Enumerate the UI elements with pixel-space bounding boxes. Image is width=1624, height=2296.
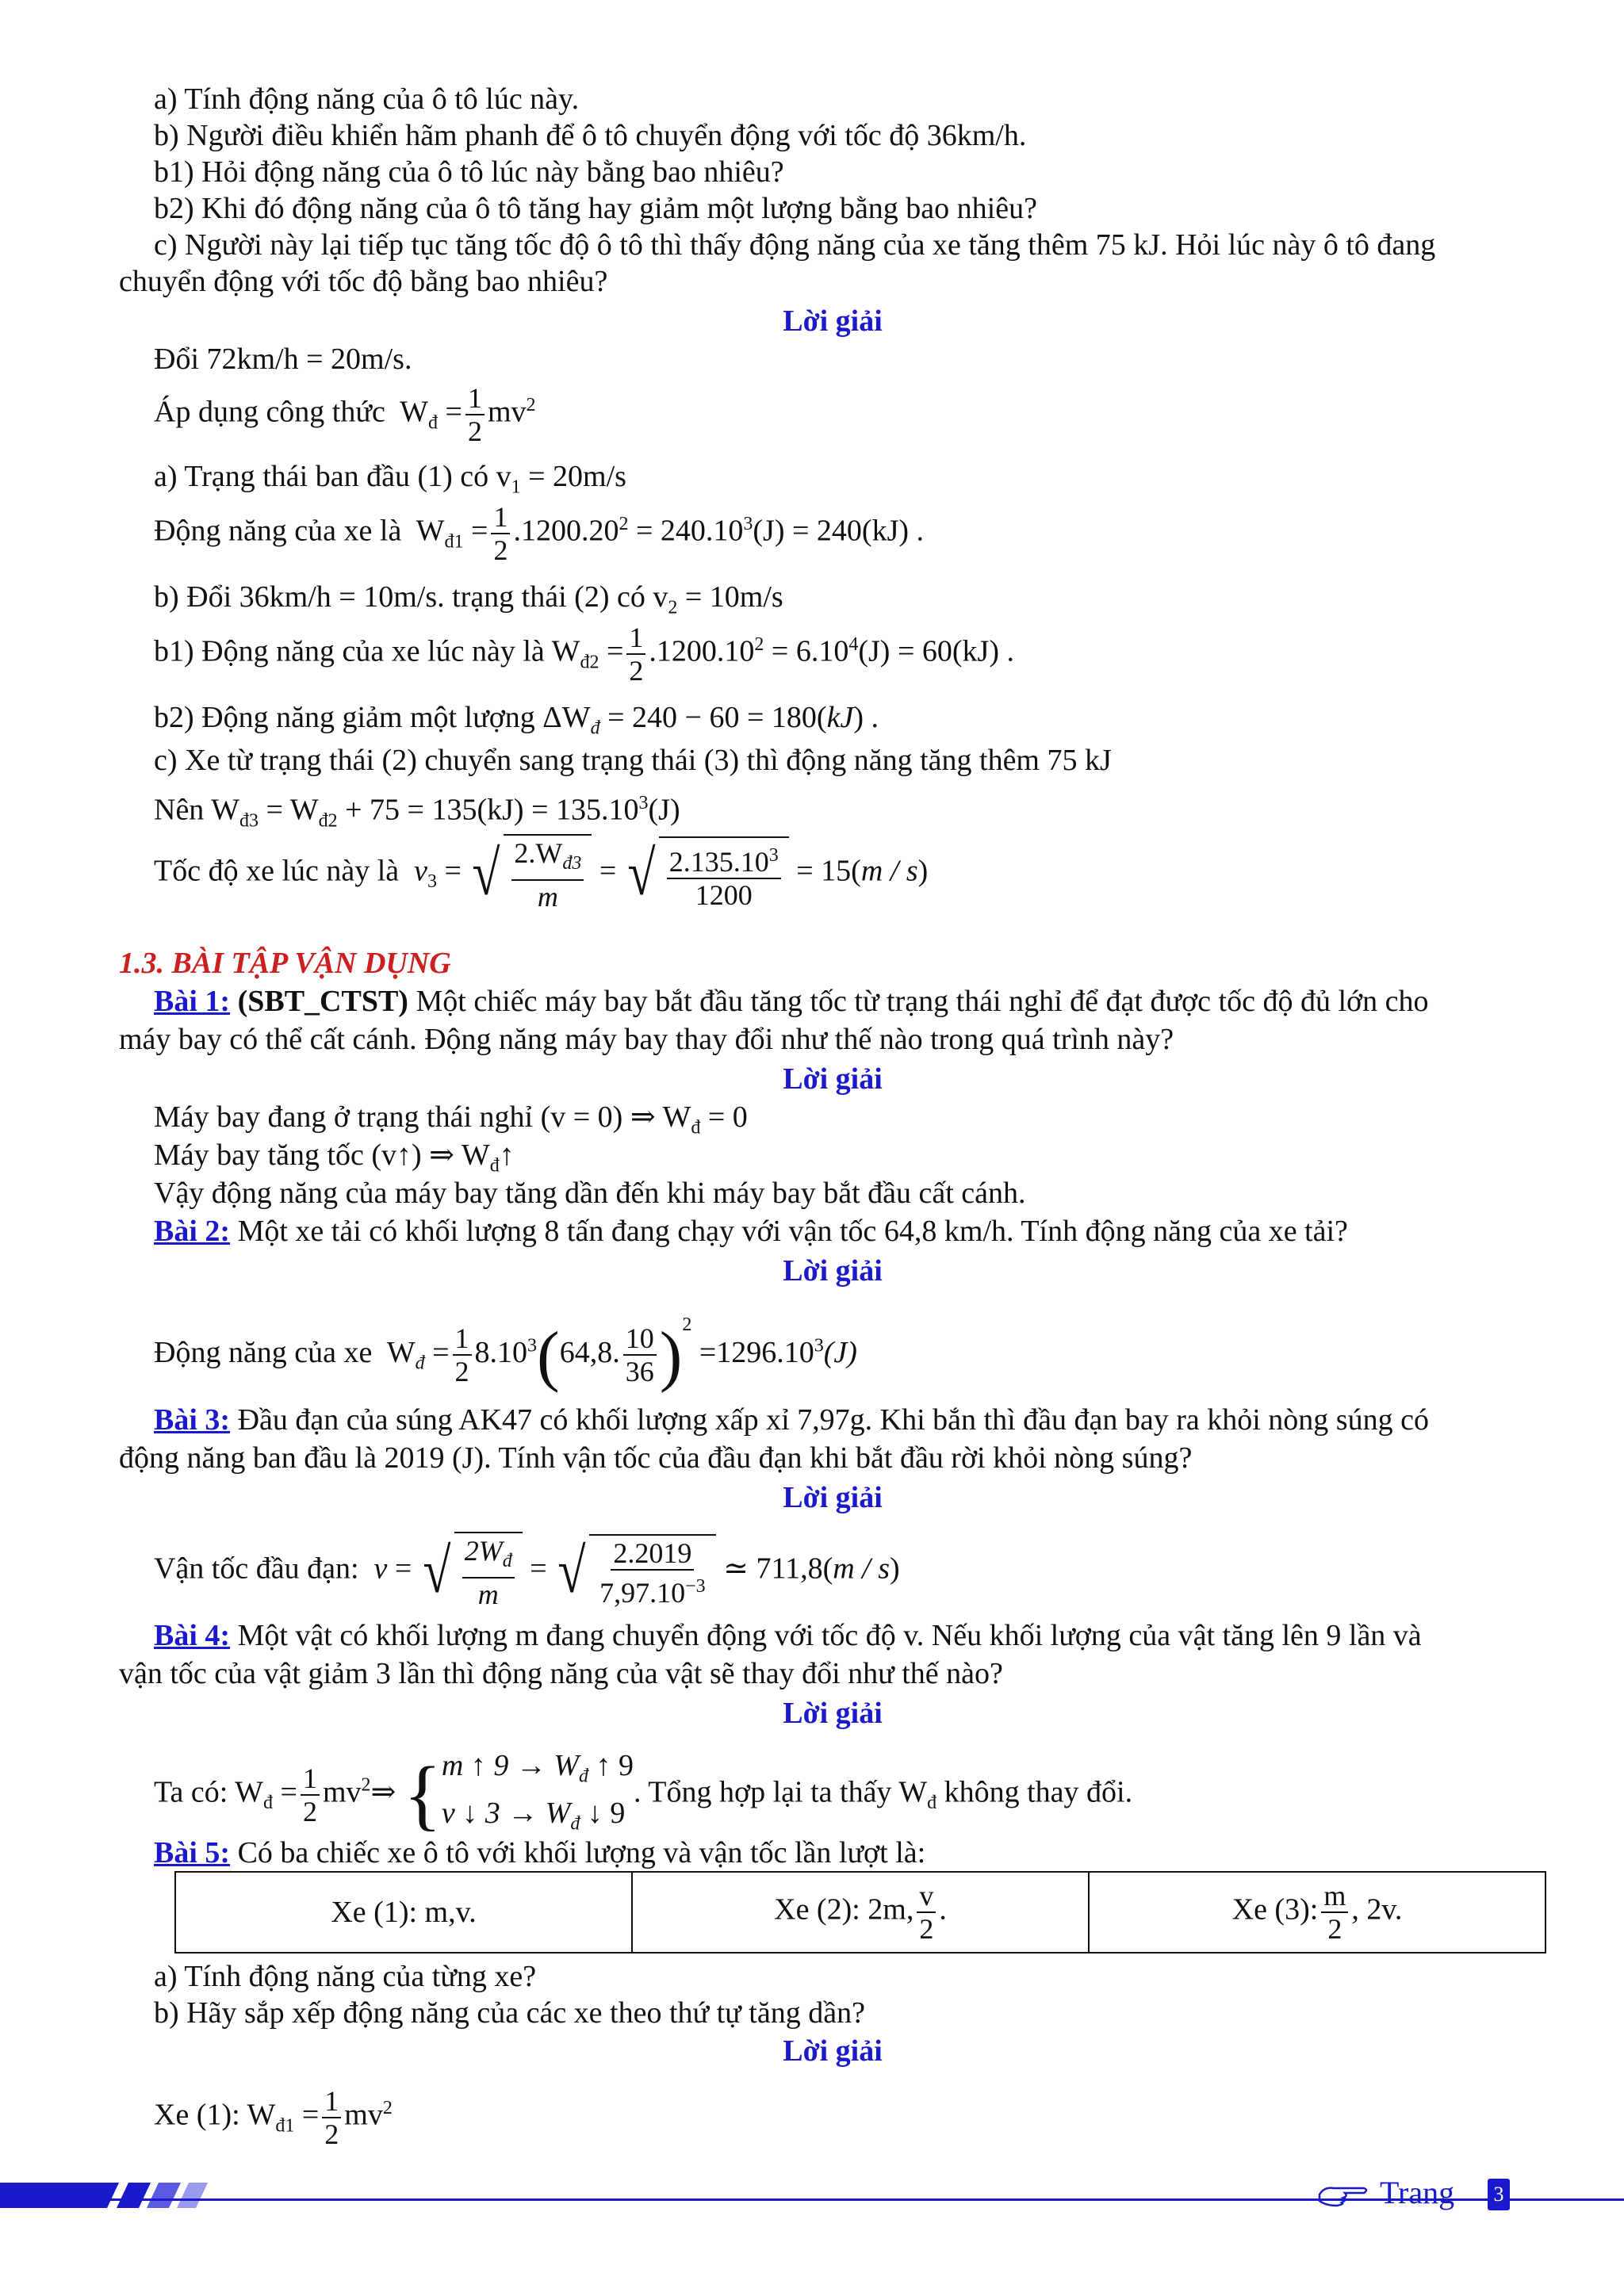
table-row (175, 1872, 1545, 1953)
solution-line-v3: Tốc độ xe lúc này là $v_3$ = √ $\frac{2.W_{đ3}}{m}$ = √ $\frac{2.135.10^3}{1200}$ = 15(m / s) (154, 834, 928, 913)
bai3-question-line1: Bài 3: Đầu đạn của súng AK47 có khối lượng xấp xỉ 7,97g. Khi bắn thì đầu đạn bay ra khỏi nòng súng có (154, 1403, 1429, 1437)
bai5-question: Bài 5: Có ba chiếc xe ô tô với khối lượng và vận tốc lần lượt là: (154, 1836, 926, 1869)
footer-page-label: Trang (1380, 2175, 1455, 2210)
solution-line-wd3: Nên $W_{đ3} = W_{đ2} + 75 = 135(kJ) = 135.10^3(J)$ (154, 793, 680, 832)
bai1-question-line2: máy bay có thể cất cánh. Động năng máy bay thay đổi như thế nào trong quá trình này? (119, 1023, 1174, 1056)
bai1-answer-3: Vậy động năng của máy bay tăng dần đến khi máy bay bắt đầu cất cánh. (154, 1177, 1026, 1210)
question-b: b) Người điều khiển hãm phanh để ô tô chuyển động với tốc độ 36km/h. (154, 119, 1027, 152)
solution-line-formula: Áp dụng công thức $W_đ$ = $\frac{1}{2}$ $mv^2$ (154, 382, 536, 447)
solution-line-wd1: Động năng của xe là $W_{đ1}$ = $\frac{1}{2}$ $.1200.20^2 = 240.10^3(J) = 240(kJ)$ . (154, 501, 925, 566)
question-a: a) Tính động năng của ô tô lúc này. (154, 82, 580, 116)
solution-line-b: b) Đổi 36km/h = 10m/s. trạng thái (2) có $v_2 = 10m/s$ (154, 580, 783, 618)
question-b2: b2) Khi đó động năng của ô tô tăng hay giảm một lượng bằng bao nhiêu? (154, 192, 1037, 225)
solution-line-b2: b2) Động năng giảm một lượng $\Delta W_đ = 240 - 60 = 180(kJ)$ . (154, 701, 879, 739)
bai4-question-line1: Bài 4: Một vật có khối lượng m đang chuyển động với tốc độ v. Nếu khối lượng của vật tăng lên 9 lần và (154, 1619, 1422, 1652)
bai4-answer: Ta có: $W_đ$ = $\frac{1}{2}$ $mv^2\Rightarrow$ { m ↑ $9 \to W_đ$ ↑ 9 v ↓ $3 \to W_đ$ ↓ 9 . Tổng hợp lại ta thấy $W_đ$ không thay đổi. (154, 1749, 1133, 1839)
bai1-solution-heading: Lời giải (783, 1062, 883, 1096)
bai3-solution-heading: Lời giải (783, 1481, 883, 1514)
car-2-cell: Xe (2): 2m, $\frac{v}{2}$ . (632, 1872, 1089, 1953)
footer-stripes-decoration (0, 2176, 222, 2212)
cars-table (174, 1871, 1546, 1954)
solution-heading: Lời giải (783, 304, 883, 338)
footer-page-number: 3 (1488, 2179, 1510, 2210)
solution-line-c: c) Xe từ trạng thái (2) chuyển sang trạng thái (3) thì động năng tăng thêm 75 kJ (154, 744, 1112, 777)
bai3-answer: Vận tốc đầu đạn: v = √ $\frac{2W_đ}{m}$ = √ $\frac{2.2019}{7,97.10^{-3}}$ ≃ 711,8(m / s) (154, 1532, 900, 1610)
bai5-question-b: b) Hãy sắp xếp động năng của các xe theo thứ tự tăng dần? (154, 1996, 865, 2030)
question-c-line1: c) Người này lại tiếp tục tăng tốc độ ô tô thì thấy động năng của xe tăng thêm 75 kJ. Hỏi lúc này ô tô đang (154, 228, 1436, 262)
bai2-question: Bài 2: Một xe tải có khối lượng 8 tấn đang chạy với vận tốc 64,8 km/h. Tính động năng của xe tải? (154, 1215, 1348, 1248)
bai1-answer-1: Máy bay đang ở trạng thái nghỉ (v = 0) ⇒ $W_đ = 0$ (154, 1100, 748, 1138)
bai3-question-line2: động năng ban đầu là 2019 (J). Tính vận tốc của đầu đạn khi bắt đầu rời khỏi nòng súng? (119, 1441, 1193, 1475)
bai2-solution-heading: Lời giải (783, 1254, 883, 1288)
solution-line-convert: Đổi 72km/h = 20m/s. (154, 342, 412, 376)
solution-line-a: a) Trạng thái ban đầu (1) có $v_1 = 20m/s$ (154, 460, 626, 498)
question-c-line2: chuyển động với tốc độ bằng bao nhiêu? (119, 265, 608, 298)
car-1-cell: Xe (1): m,v. (175, 1872, 632, 1953)
bai5-solution-heading: Lời giải (783, 2034, 883, 2068)
car-3-cell: Xe (3): $\frac{m}{2}$ , 2v. (1089, 1872, 1545, 1953)
pointing-hand-icon (1316, 2180, 1373, 2209)
bai1-answer-2: Máy bay tăng tốc (v↑) ⇒ $W_đ↑$ (154, 1138, 515, 1177)
bai4-question-line2: vận tốc của vật giảm 3 lần thì động năng của vật sẽ thay đổi như thế nào? (119, 1657, 1003, 1690)
section-heading: 1.3. BÀI TẬP VẬN DỤNG (119, 947, 451, 980)
solution-line-b1: b1) Động năng của xe lúc này là $W_{đ2}$ = $\frac{1}{2}$ $.1200.10^2 = 6.10^4(J) = 60(kJ)$ . (154, 622, 1014, 687)
bai5-question-a: a) Tính động năng của từng xe? (154, 1960, 537, 1993)
bai2-answer: Động năng của xe $W_đ$ = $\frac{1}{2}$ 8.10$^3$(64,8. $\frac{10}{36}$ )$^2 =1296.10^3(J)$ (154, 1314, 857, 1394)
bai4-solution-heading: Lời giải (783, 1697, 883, 1730)
bai5-answer-1: Xe (1): $W_{đ1}$ = $\frac{1}{2}$ $mv^2$ (154, 2085, 393, 2150)
question-b1: b1) Hỏi động năng của ô tô lúc này bằng bao nhiêu? (154, 155, 784, 189)
bai1-question-line1: Bài 1: (SBT_CTST) Một chiếc máy bay bắt đầu tăng tốc từ trạng thái nghỉ để đạt được tốc độ đủ lớn cho (154, 985, 1429, 1018)
